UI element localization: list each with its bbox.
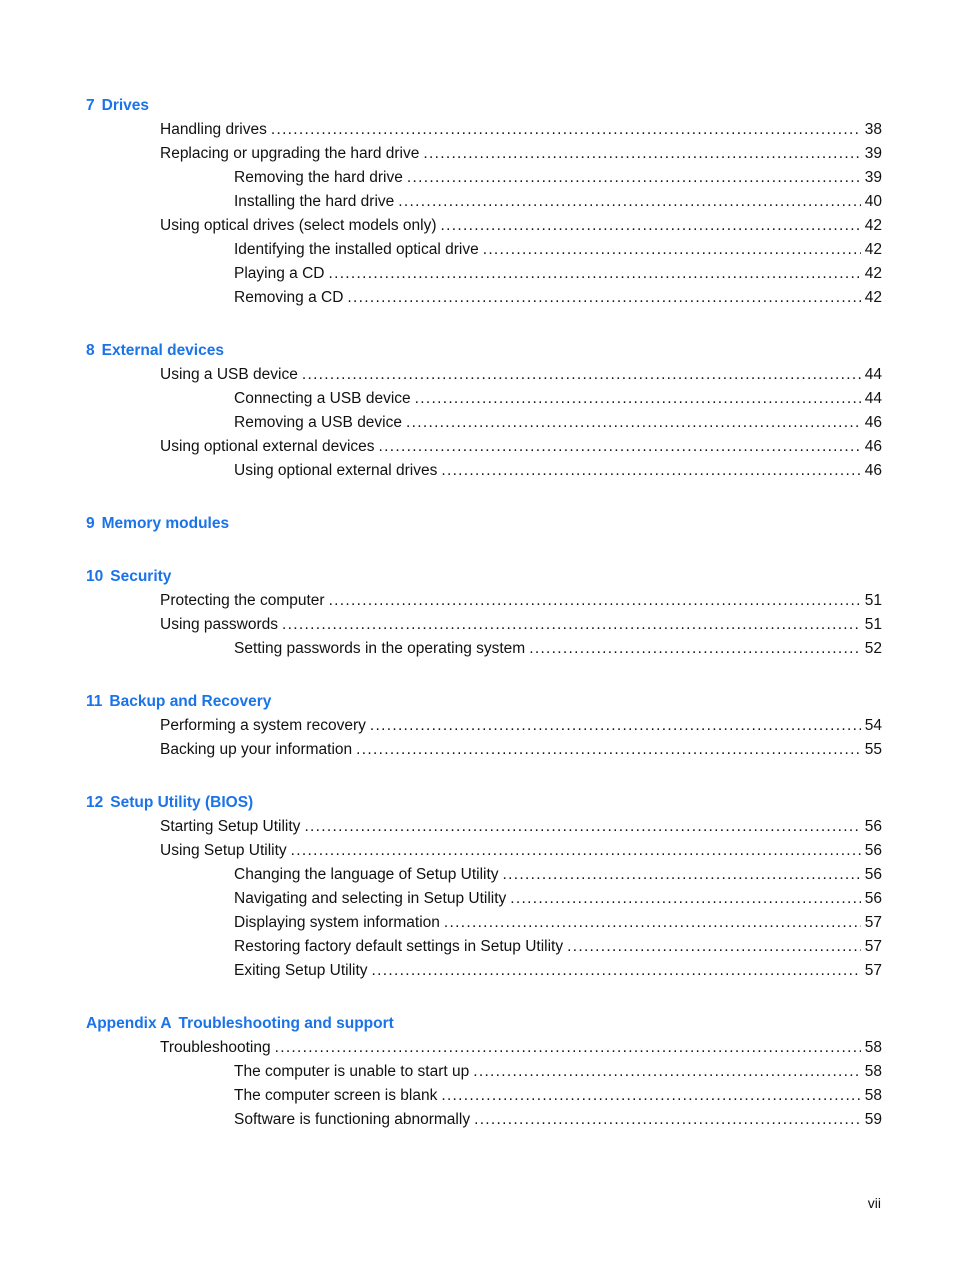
dot-leader [474, 1110, 861, 1130]
toc-entry-page: 46 [864, 414, 882, 431]
toc-entry[interactable] [234, 913, 882, 933]
toc-entry-page: 51 [864, 616, 882, 633]
toc-entry[interactable] [160, 615, 882, 635]
toc-entry-title: Protecting the computer [160, 592, 325, 609]
chapter-heading[interactable] [86, 96, 149, 116]
dot-leader [347, 288, 860, 308]
toc-entry-page: 39 [864, 169, 882, 186]
toc-entry[interactable] [234, 288, 882, 308]
dot-leader [529, 639, 861, 659]
chapter-title: Setup Utility (BIOS) [110, 794, 254, 811]
dot-leader [356, 740, 861, 760]
toc-entry[interactable] [234, 889, 882, 909]
dot-leader [302, 365, 861, 385]
toc-entry-page: 42 [864, 289, 882, 306]
chapter-number: 8 [86, 342, 95, 359]
toc-entry-page: 42 [864, 265, 882, 282]
toc-entry[interactable] [160, 144, 882, 164]
chapter-title: Troubleshooting and support [178, 1015, 394, 1032]
toc-entry[interactable] [234, 168, 882, 188]
dot-leader [329, 591, 861, 611]
dot-leader [407, 168, 861, 188]
toc-entry[interactable] [234, 1062, 882, 1082]
toc-entry-title: Using optional external drives [234, 462, 438, 479]
toc-entry-page: 56 [864, 866, 882, 883]
toc-entry-page: 56 [864, 818, 882, 835]
dot-leader [415, 389, 861, 409]
toc-entry[interactable] [160, 365, 882, 385]
dot-leader [567, 937, 861, 957]
toc-entry[interactable] [234, 639, 882, 659]
toc-entry-page: 57 [864, 962, 882, 979]
toc-entry-page: 46 [864, 438, 882, 455]
toc-entry-title: Removing a USB device [234, 414, 402, 431]
toc-entry[interactable] [234, 264, 882, 284]
toc-entry-title: Using optical drives (select models only) [160, 217, 437, 234]
dot-leader [370, 716, 861, 736]
toc-entry[interactable] [234, 937, 882, 957]
toc-entry-page: 46 [864, 462, 882, 479]
toc-entry[interactable] [160, 591, 882, 611]
toc-entry-page: 40 [864, 193, 882, 210]
toc-entry-title: Using Setup Utility [160, 842, 287, 859]
toc-entry-page: 55 [864, 741, 882, 758]
toc-entry-page: 56 [864, 890, 882, 907]
toc-entry-title: Using a USB device [160, 366, 298, 383]
toc-entry-page: 42 [864, 241, 882, 258]
chapter-number: 9 [86, 515, 95, 532]
toc-entry-page: 39 [864, 145, 882, 162]
chapter-number: 10 [86, 568, 104, 585]
toc-entry-title: Removing a CD [234, 289, 344, 306]
dot-leader [275, 1038, 861, 1058]
toc-entry-title: Replacing or upgrading the hard drive [160, 145, 420, 162]
chapter-heading[interactable] [86, 692, 271, 712]
toc-entry-page: 52 [864, 640, 882, 657]
dot-leader [441, 461, 860, 481]
toc-entry-page: 58 [864, 1063, 882, 1080]
toc-entry-title: Playing a CD [234, 265, 325, 282]
toc-entry-page: 42 [864, 217, 882, 234]
toc-entry-title: Handling drives [160, 121, 267, 138]
toc-entry-title: The computer is unable to start up [234, 1063, 470, 1080]
dot-leader [441, 216, 861, 236]
toc-entry[interactable] [234, 1086, 882, 1106]
chapter-title: Backup and Recovery [109, 693, 272, 710]
dot-leader [379, 437, 861, 457]
toc-entry[interactable] [234, 461, 882, 481]
dot-leader [304, 817, 860, 837]
chapter-number: 11 [86, 693, 103, 710]
toc-entry[interactable] [160, 817, 882, 837]
chapter-number: 12 [86, 794, 104, 811]
page-number: vii [867, 1195, 881, 1211]
toc-entry-title: Installing the hard drive [234, 193, 395, 210]
dot-leader [444, 913, 861, 933]
chapter-title: Memory modules [101, 515, 230, 532]
dot-leader [372, 961, 861, 981]
dot-leader [406, 413, 861, 433]
chapter-heading[interactable] [86, 567, 171, 587]
toc-entry-title: Connecting a USB device [234, 390, 411, 407]
toc-entry-title: Using optional external devices [160, 438, 375, 455]
toc-entry[interactable] [234, 865, 882, 885]
toc-entry-page: 38 [864, 121, 882, 138]
chapter-number: 7 [86, 97, 95, 114]
dot-leader [483, 240, 861, 260]
dot-leader [423, 144, 860, 164]
toc-entry[interactable] [160, 740, 882, 760]
toc-entry-title: Displaying system information [234, 914, 440, 931]
toc-entry-title: Starting Setup Utility [160, 818, 301, 835]
toc-entry[interactable] [160, 716, 882, 736]
toc-entry-title: Restoring factory default settings in Setup Utility [234, 938, 564, 955]
toc-entry-title: Setting passwords in the operating system [234, 640, 526, 657]
toc-entry-title: Software is functioning abnormally [234, 1111, 471, 1128]
toc-entry-page: 44 [864, 390, 882, 407]
toc-entry[interactable] [234, 240, 882, 260]
toc-entry-title: Troubleshooting [160, 1039, 271, 1056]
toc-entry-page: 56 [864, 842, 882, 859]
toc-entry-title: Backing up your information [160, 741, 353, 758]
dot-leader [282, 615, 861, 635]
toc-entry[interactable] [160, 120, 882, 140]
dot-leader [271, 120, 861, 140]
toc-entry-title: Performing a system recovery [160, 717, 366, 734]
toc-entry-title: Identifying the installed optical drive [234, 241, 479, 258]
dot-leader [291, 841, 861, 861]
chapter-heading[interactable] [86, 341, 224, 361]
chapter-number: Appendix A [86, 1015, 172, 1032]
toc-entry-title: Changing the language of Setup Utility [234, 866, 499, 883]
dot-leader [328, 264, 860, 284]
toc-entry-page: 58 [864, 1039, 882, 1056]
dot-leader [441, 1086, 860, 1106]
dot-leader [510, 889, 860, 909]
toc-entry[interactable] [234, 389, 882, 409]
toc-entry[interactable] [160, 216, 882, 236]
dot-leader [398, 192, 860, 212]
toc-entry[interactable] [160, 437, 882, 457]
chapter-title: Security [110, 568, 172, 585]
toc-entry-page: 59 [864, 1111, 882, 1128]
chapter-title: External devices [101, 342, 224, 359]
toc-entry[interactable] [234, 192, 882, 212]
toc-entry-page: 51 [864, 592, 882, 609]
toc-entry-title: Exiting Setup Utility [234, 962, 368, 979]
toc-entry-page: 54 [864, 717, 882, 734]
toc-entry[interactable] [160, 1038, 882, 1058]
toc-entry-title: Removing the hard drive [234, 169, 403, 186]
chapter-heading[interactable] [86, 793, 253, 813]
toc-entry-title: The computer screen is blank [234, 1087, 438, 1104]
toc-entry[interactable] [234, 413, 882, 433]
toc-entry[interactable] [234, 961, 882, 981]
dot-leader [503, 865, 861, 885]
chapter-heading[interactable] [86, 514, 229, 534]
toc-entry-page: 57 [864, 938, 882, 955]
toc-entry[interactable] [234, 1110, 882, 1130]
toc-entry[interactable] [160, 841, 882, 861]
toc-entry-page: 58 [864, 1087, 882, 1104]
toc-entry-page: 57 [864, 914, 882, 931]
chapter-title: Drives [101, 97, 150, 114]
toc-entry-title: Navigating and selecting in Setup Utility [234, 890, 507, 907]
toc-entry-page: 44 [864, 366, 882, 383]
chapter-heading[interactable] [86, 1014, 394, 1034]
toc-entry-title: Using passwords [160, 616, 279, 633]
dot-leader [473, 1062, 861, 1082]
